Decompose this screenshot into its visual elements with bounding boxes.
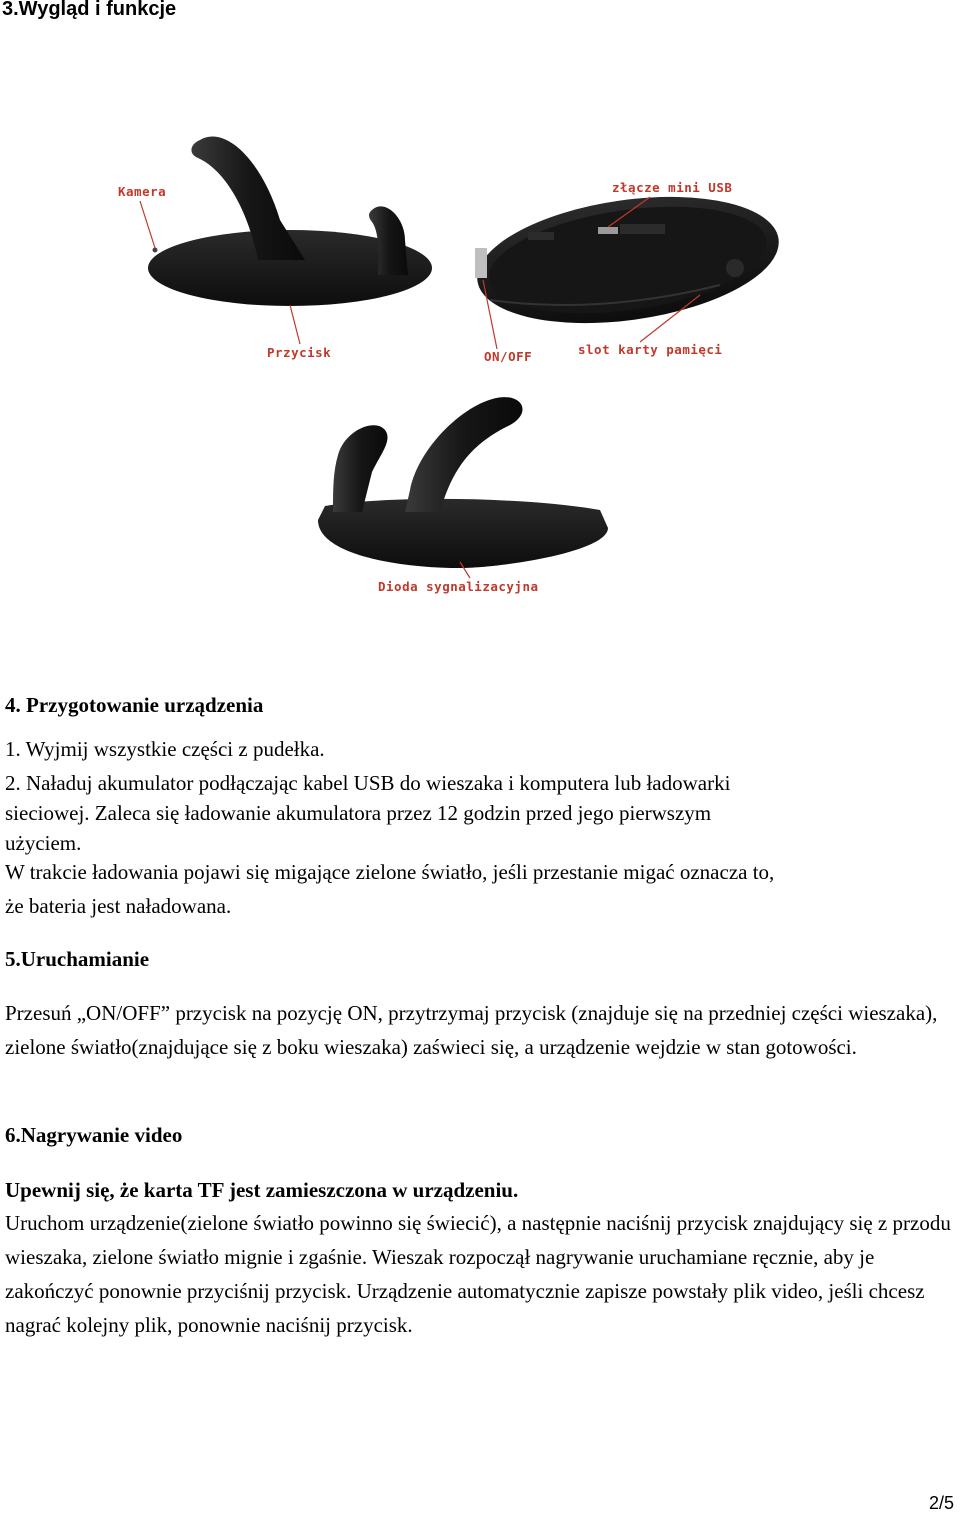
step-1-text: 1. Wyjmij wszystkie części z pudełka. — [5, 737, 325, 761]
hanger-bottom-view-image — [469, 179, 787, 340]
section-6-body: Uruchom urządzenie(zielone światło powinno się świecić), a następnie naciśnij przycisk znajdujący się z przodu wieszaka, zielone światło mignie i zgaśnie. Wieszak rozpoczął nagrywanie uruchamiane ręcznie, aby je zakończyć ponownie przyciśnij przycisk. Urządzenie automatycznie zapisze powstały plik video, jeśli chcesz nagrać kolejny plik, ponownie naciśnij przycisk. — [5, 1211, 951, 1337]
label-onoff: ON/OFF — [484, 349, 533, 364]
usb-port-icon — [598, 227, 618, 234]
label-diode: Dioda sygnalizacyjna — [378, 579, 539, 594]
charging-note-line-2: że bateria jest naładowana. — [5, 894, 232, 918]
page-number: 2/5 — [929, 1493, 955, 1513]
section-6-heading: 6.Nagrywanie video — [5, 1123, 183, 1147]
label-memory-slot: slot karty pamięci — [578, 342, 723, 357]
section-4-heading: 4. Przygotowanie urządzenia — [5, 693, 264, 717]
section-5-heading: 5.Uruchamianie — [5, 947, 150, 971]
tf-card-note: Upewnij się, że karta TF jest zamieszczona w urządzeniu. — [5, 1178, 519, 1202]
section-3-heading: 3.Wygląd i funkcje — [2, 0, 177, 20]
charging-note-line-1: W trakcie ładowania pojawi się migające zielone światło, jeśli przestanie migać oznacza to, — [5, 860, 775, 884]
step-2-line-3: użyciem. — [5, 831, 82, 855]
camera-lens-icon — [153, 248, 158, 253]
label-mini-usb: złącze mini USB — [612, 180, 733, 195]
onoff-switch-icon — [475, 248, 487, 278]
hanger-front-view-image — [318, 397, 608, 568]
section-5-body: Przesuń „ON/OFF” przycisk na pozycję ON, przytrzymaj przycisk (znajduje się na przedniej części wieszaka), zielone światło(znajdujące się z boku wieszaka) zaświeci się, a urządzenie wejdzie w stan gotowości. — [5, 1001, 938, 1059]
device-photos-figure — [0, 100, 960, 630]
label-button: Przycisk — [267, 345, 332, 360]
label-camera: Kamera — [118, 184, 167, 199]
step-2-line-2: sieciowej. Zaleca się ładowanie akumulatora przez 12 godzin przed jego pierwszym — [5, 801, 712, 825]
step-2-line-1: 2. Naładuj akumulator podłączając kabel USB do wieszaka i komputera lub ładowarki — [5, 771, 731, 795]
hanger-side-view-image — [148, 137, 432, 306]
